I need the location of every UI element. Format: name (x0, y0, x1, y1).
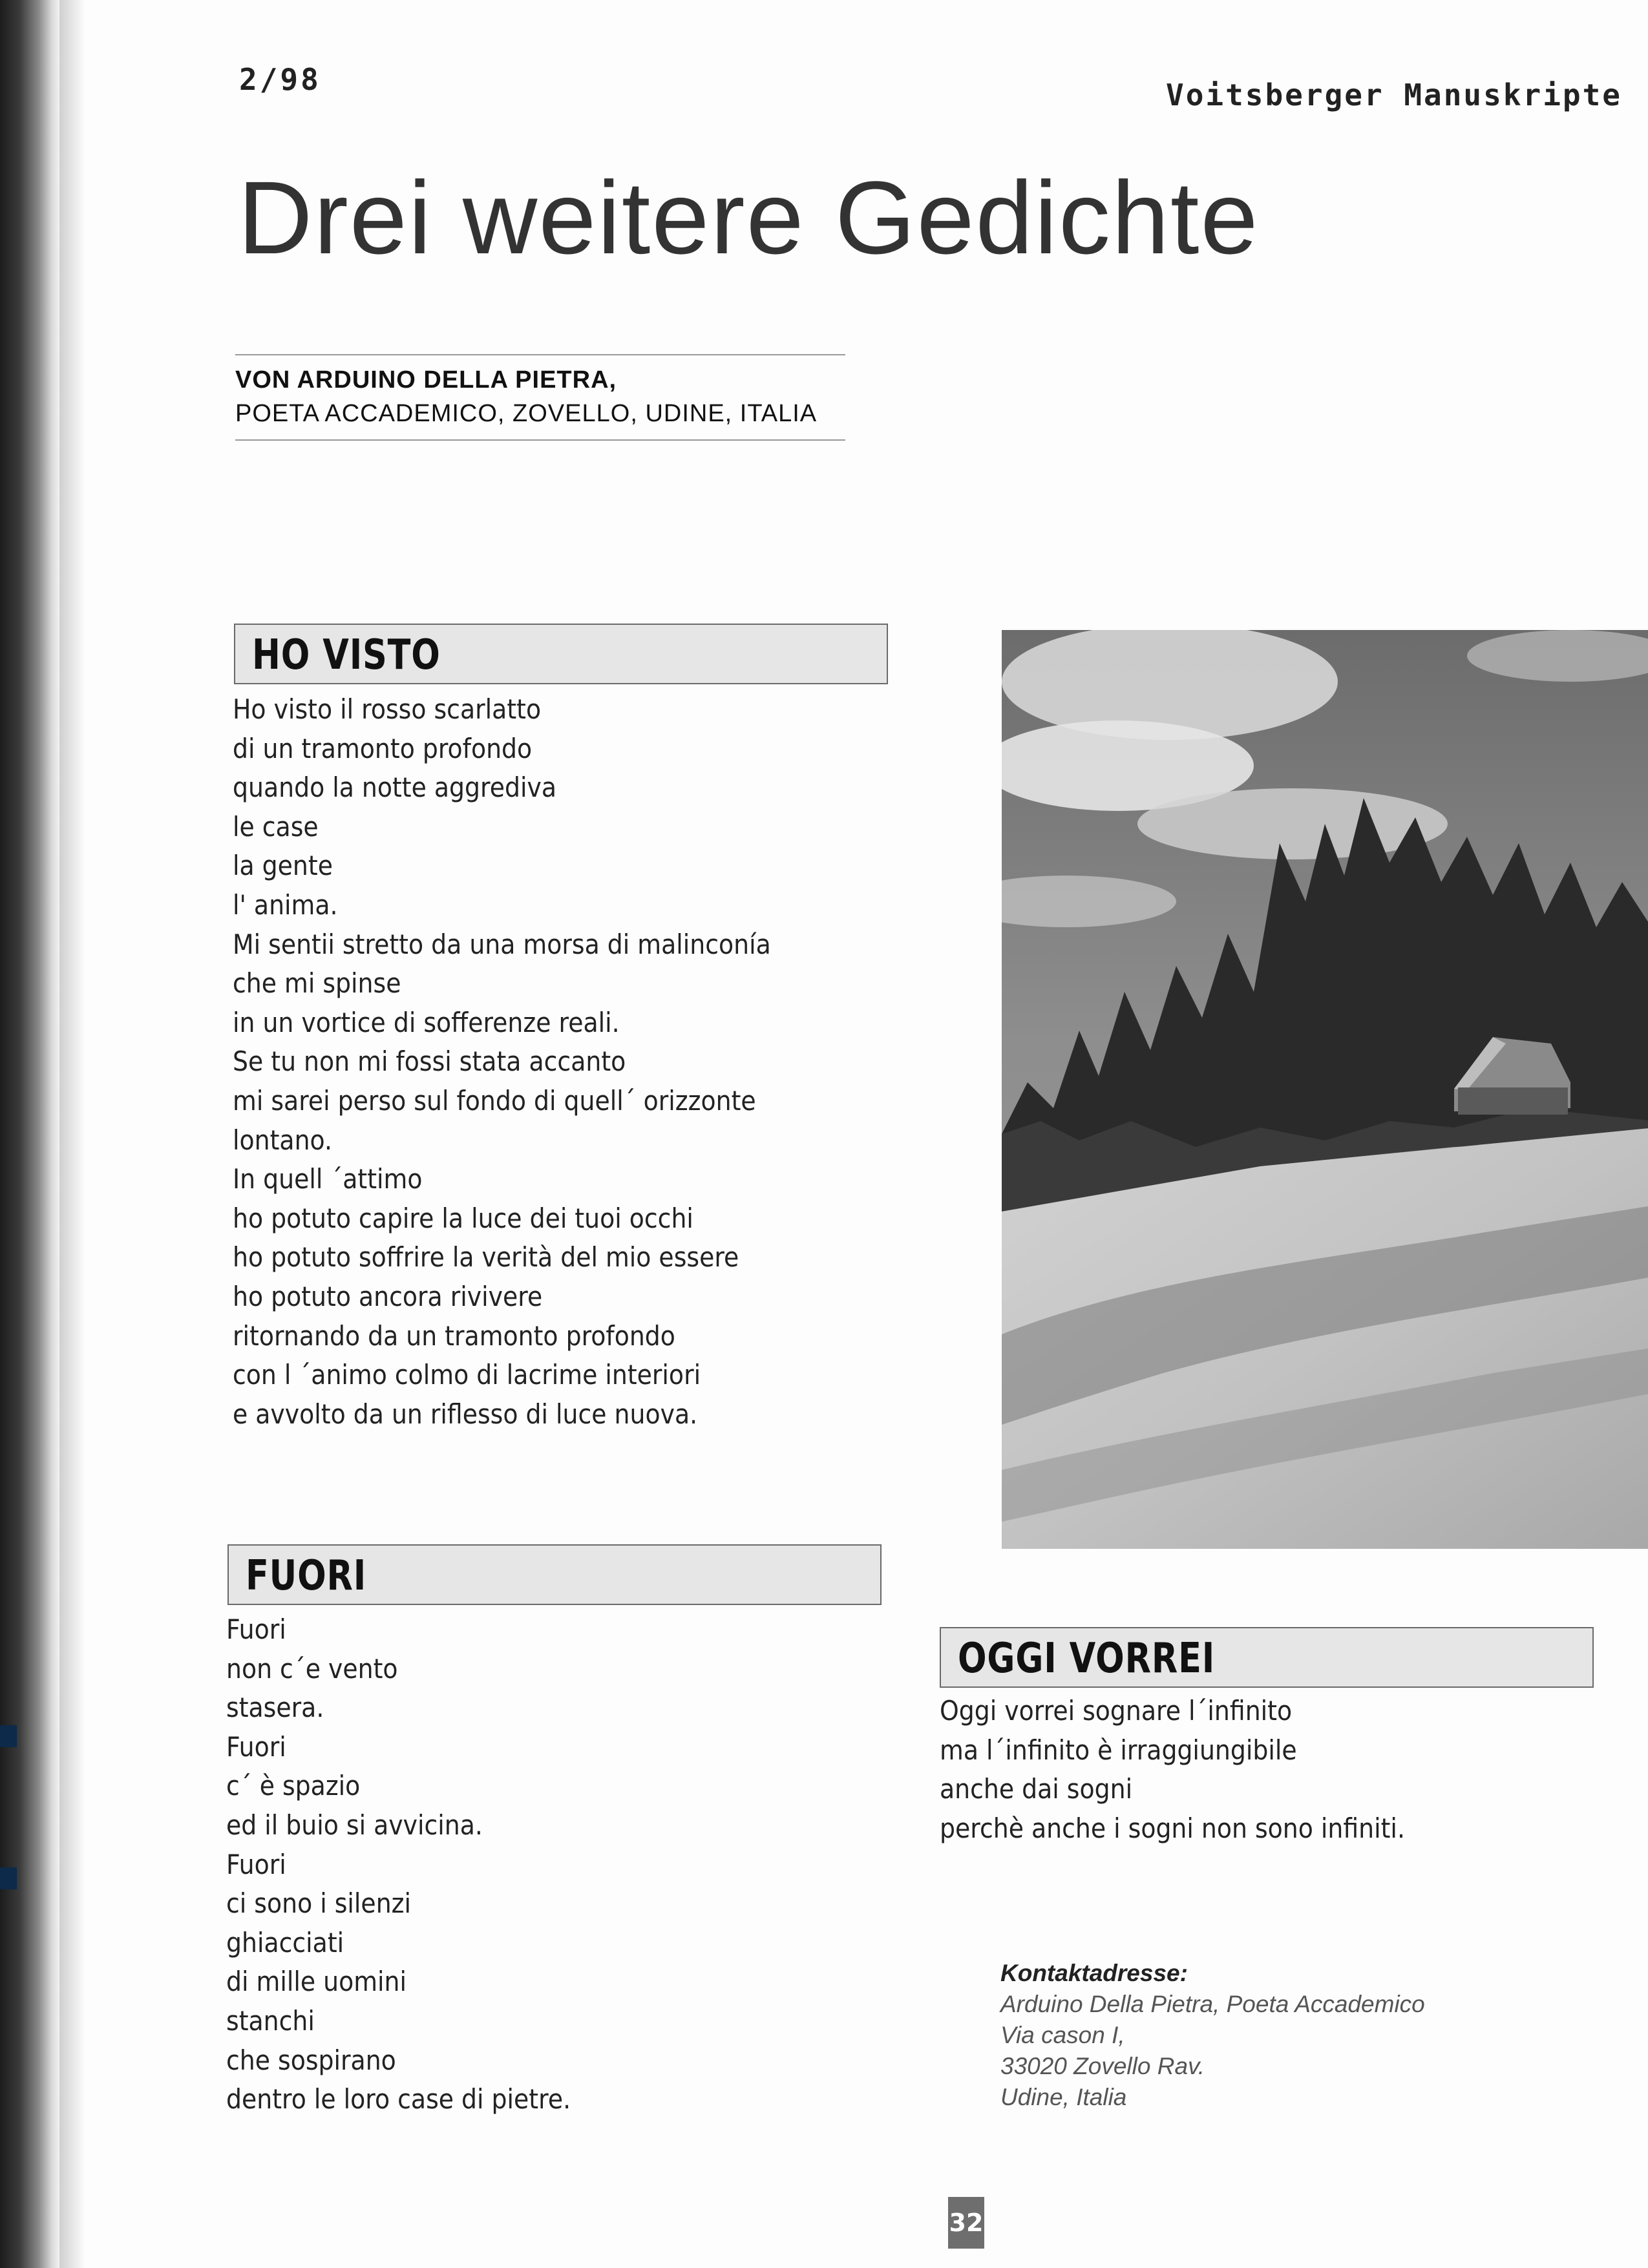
poem-line: che sospirano (226, 2044, 396, 2076)
journal-name: Voitsberger Manuskripte (1166, 78, 1622, 112)
issue-number: 2/98 (239, 62, 321, 97)
poem-body-oggi-vorrei (940, 1692, 1457, 1848)
poem-line: ed il buio si avvicina. (226, 1809, 483, 1841)
contact-line: 33020 Zovello Rav. (1000, 2053, 1205, 2079)
poem-line: Fuori (226, 1613, 286, 1645)
poem-line: Fuori (226, 1848, 286, 1880)
poem-line: ghiacciati (226, 1926, 344, 1958)
poem-line: lontano. (233, 1124, 333, 1156)
poem-heading: FUORI (246, 1552, 367, 1600)
poem-line: perchè anche i sogni non sono infiniti. (940, 1812, 1405, 1844)
poem-line: le case (233, 810, 319, 843)
poem-body-ho-visto (233, 690, 830, 1434)
poem-line: c´ è spazio (226, 1770, 361, 1802)
poem-line: di mille uomini (226, 1966, 407, 1998)
contact-line: Via cason I, (1000, 2022, 1125, 2048)
poem-line: che mi spinse (233, 967, 401, 1000)
binding-mark (0, 1725, 17, 1747)
page-binding-edge (0, 0, 59, 2268)
poem-line: anche dai sogni (940, 1773, 1133, 1805)
binding-mark (0, 1867, 17, 1889)
poem-line: Fuori (226, 1730, 286, 1763)
magazine-page (59, 0, 1648, 2268)
poem-line: stasera. (226, 1692, 324, 1724)
poem-line: ho potuto capire la luce dei tuoi occhi (233, 1202, 693, 1234)
poem-line: non c´e vento (226, 1652, 398, 1685)
poem-line: e avvolto da un riflesso di luce nuova. (233, 1398, 698, 1430)
byline-author: VON ARDUINO DELLA PIETRA, (235, 366, 617, 394)
poem-line: Se tu non mi fossi stata accanto (233, 1045, 626, 1078)
byline (235, 354, 845, 441)
poem-line: Oggi vorrei sognare l´infinito (940, 1695, 1293, 1727)
poem-line: stanchi (226, 2004, 315, 2037)
poem-line: ho potuto soffrire la verità del mio essere (233, 1241, 739, 1274)
contact-line: Udine, Italia (1000, 2084, 1127, 2110)
contact-address (1000, 1958, 1425, 2113)
poem-line: la gente (233, 850, 333, 882)
poem-heading: HO VISTO (252, 631, 441, 679)
poem-line: ma l´infinito è irraggiungibile (940, 1734, 1297, 1766)
landscape-photo (1002, 630, 1648, 1549)
byline-affiliation: POETA ACCADEMICO, ZOVELLO, UDINE, ITALIA (235, 400, 818, 427)
poem-line: l' anima. (233, 888, 338, 921)
poem-line: mi sarei perso sul fondo di quell´ orizzonte (233, 1084, 756, 1117)
poem-heading-box (234, 624, 888, 684)
poem-line: ritornando da un tramonto profondo (233, 1319, 675, 1352)
poem-heading-box (227, 1544, 882, 1605)
poem-line: dentro le loro case di pietre. (226, 2083, 571, 2116)
contact-label: Kontaktadresse: (1000, 1960, 1188, 1986)
forest-meadow-image (1002, 630, 1648, 1549)
poem-line: quando la notte aggrediva (233, 772, 557, 804)
poem-heading: OGGI VORREI (958, 1635, 1216, 1683)
poem-line: Mi sentii stretto da una morsa di malinconía (233, 928, 771, 960)
poem-line: Ho visto il rosso scarlatto (233, 693, 542, 725)
page-number: 32 (948, 2197, 984, 2249)
poem-line: In quell ´attimo (233, 1163, 423, 1195)
poem-line: con l ´animo colmo di lacrime interiori (233, 1359, 701, 1391)
poem-line: di un tramonto profondo (233, 732, 533, 764)
contact-line: Arduino Della Pietra, Poeta Accademico (1000, 1991, 1425, 2017)
poem-line: ci sono i silenzi (226, 1887, 412, 1920)
article-title: Drei weitere Gedichte (238, 160, 1260, 275)
poem-heading-box (940, 1627, 1594, 1688)
poem-line: in un vortice di sofferenze reali. (233, 1006, 620, 1038)
poem-body-fuori (226, 1610, 609, 2119)
poem-line: ho potuto ancora rivivere (233, 1280, 543, 1312)
